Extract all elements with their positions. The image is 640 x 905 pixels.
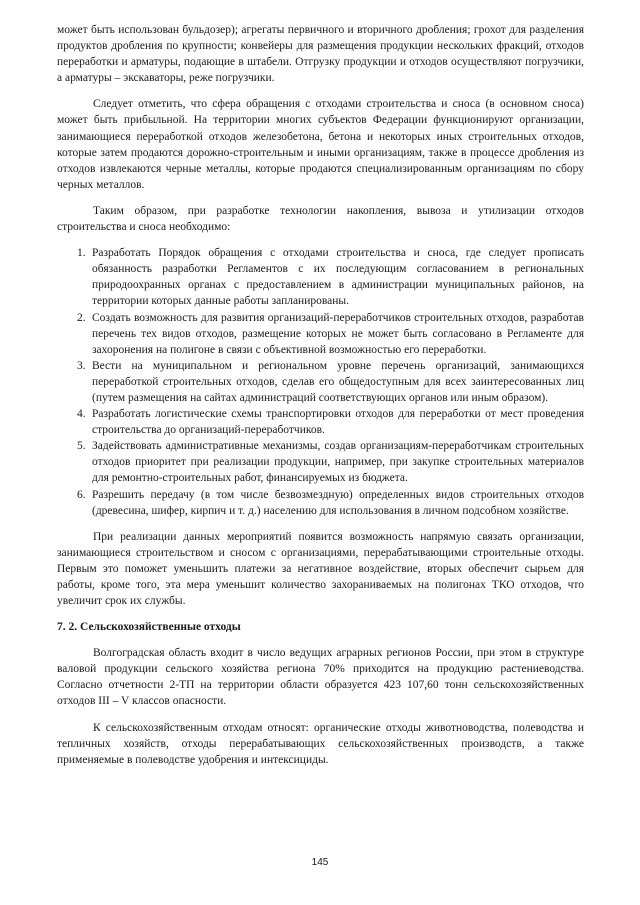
paragraph-implementation: При реализации данных мероприятий появится возможность напрямую связать организации, занимающиеся строительством и сносом с организациями, перерабатывающими строительные отходы. Первым это поможет уменьшить платежи за негативное воздействие, вторых обеспечит сырьем для работы, кроме того, эта мера уменьшит количество захораниваемых на полигонах ТКО отходов, что увеличит срок их службы. xyxy=(57,530,584,608)
list-item xyxy=(57,406,584,438)
page-number: 145 xyxy=(311,857,329,868)
list-item-number: 5. xyxy=(77,440,86,453)
paragraph-conclusion-intro: Таким образом, при разработке технологии накопления, вывоза и утилизации отходов строительства и сноса необходимо: xyxy=(57,204,584,234)
document-page xyxy=(57,22,584,768)
list-item xyxy=(57,487,584,519)
list-item-text: Разработать Порядок обращения с отходами строительства и сноса, где следует прописать обязанность разработки Регламентов с их последующим согласованием в региональных природоохранных органах с предоставлением в администрации муниципальных районов, на территории которых данные работы запланированы. xyxy=(92,247,584,308)
list-item-text: Задействовать административные механизмы, создав организациям-переработчикам строительных отходов приоритет при реализации продукции, например, при закупке строительных материалов для ремонтно-строительных работ, финансируемых из бюджета. xyxy=(92,440,584,485)
paragraph-agricultural-waste-types: К сельскохозяйственным отходам относят: органические отходы животноводства, полеводства и тепличных хозяйств, отходы перерабатывающих сельскохозяйственных производств, а также применяемые в полеводстве удобрения и интексициды. xyxy=(57,721,584,766)
paragraph-volgograd-region: Волгоградская область входит в число ведущих аграрных регионов России, при этом в структуре валовой продукции сельского хозяйства региона 70% приходится на продукцию растениеводства. Согласно отчетности 2-ТП на территории области образуется 423 107,60 тонн сельскохозяйственных отходов III – V классов опасности. xyxy=(57,647,584,708)
list-item-text: Создать возможность для развития организаций-переработчиков строительных отходов, разработав перечень тех видов отходов, размещение которых не может быть согласовано в Регламенте для захоронения на полигоне в связи с объективной возможностью его переработки. xyxy=(92,311,584,356)
list-item-number: 1. xyxy=(77,247,86,260)
list-item-number: 4. xyxy=(77,408,86,421)
list-item-number: 3. xyxy=(77,359,86,372)
paragraph-crushing-equipment: может быть использован бульдозер); агрегаты первичного и вторичного дробления; грохот для разделения продуктов дробления по крупности; конвейеры для размещения продукции нескольких фракций, отходов переработки и арматуры, подающие в штабели. Отгрузку продукции и отходов осуществляют погрузчики, а арматуры – экскаваторы, реже погрузчики. xyxy=(57,24,584,85)
list-item xyxy=(57,310,584,358)
section-heading: 7. 2. Сельскохозяйственные отходы xyxy=(57,621,241,634)
list-item-number: 6. xyxy=(77,488,86,501)
list-item xyxy=(57,358,584,406)
list-item xyxy=(57,438,584,486)
list-item-text: Вести на муниципальном и региональном уровне перечень организаций, занимающихся переработкой строительных отходов, сделав его общедоступным для всех заинтересованных лиц (путем размещения на сайтах администраций соответствующих органов или иным образом). xyxy=(92,359,584,404)
recommendations-list xyxy=(57,245,584,519)
list-item-number: 2. xyxy=(77,311,86,324)
list-item-text: Разрешить передачу (в том числе безвозмездную) определенных видов строительных отходов (древесина, шифер, кирпич и т. д.) населению для использования в личном подсобном хозяйстве. xyxy=(92,488,584,517)
list-item xyxy=(57,245,584,309)
paragraph-profitability: Следует отметить, что сфера обращения с отходами строительства и сноса (в основном сноса) может быть прибыльной. На территории многих субъектов Федерации функционируют организации, занимающиеся переработкой отходов железобетона, бетона и некоторых иных строительных отходов, которые затем продаются дорожно-строительным и иными организациям, также в процессе дробления из отходов извлекаются черные металлы, которые продаются специализированным организациям по сбору черных металлов. xyxy=(57,98,584,191)
list-item-text: Разработать логистические схемы транспортировки отходов для переработки от мест проведения строительства до организаций-переработчиков. xyxy=(92,408,584,437)
